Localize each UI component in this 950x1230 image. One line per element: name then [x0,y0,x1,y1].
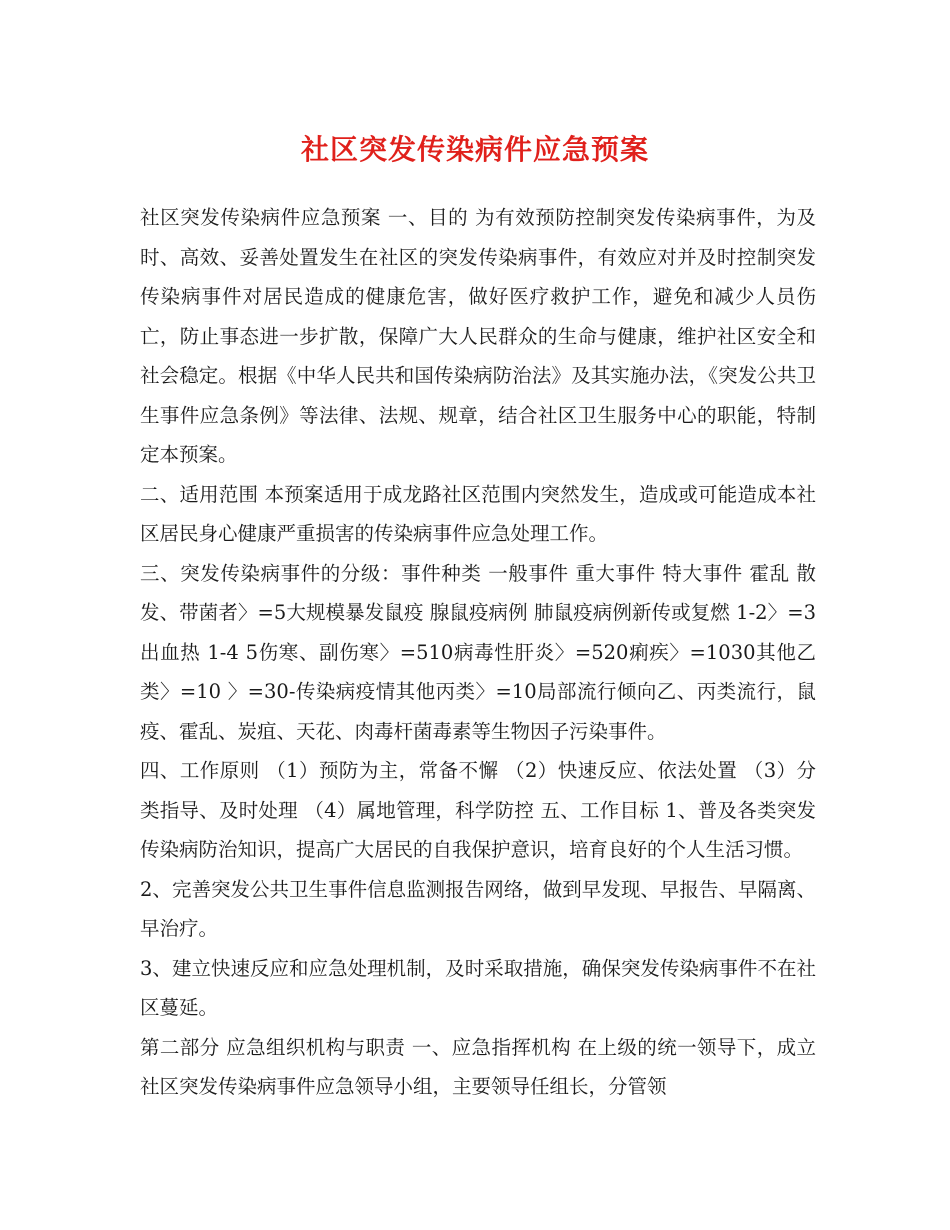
paragraph-goal-3: 3、建立快速反应和应急处理机制，及时采取措施，确保突发传染病事件不在社区蔓延。 [140,956,816,1019]
paragraph-organization: 第二部分 应急组织机构与职责 一、应急指挥机构 在上级的统一领导下，成立社区突发传染病事件应急领导小组，主要领导任组长，分管领 [140,1035,816,1098]
paragraph-goal-2: 2、完善突发公共卫生事件信息监测报告网络，做到早发现、早报告、早隔离、早治疗。 [140,877,816,940]
paragraph-grading: 三、突发传染病事件的分级：事件种类 一般事件 重大事件 特大事件 霍乱 散发、带菌者〉=5大规模暴发鼠疫 腺鼠疫病例 肺鼠疫病例新传或复燃 1-2〉=3出血热 1-4 5伤寒、副伤寒〉=510病毒性肝炎〉=520痢疾〉=1030其他乙类〉=10 〉=30-传染病疫情其他丙类〉=10局部流行倾向乙、丙类流行，鼠疫、霍乱、炭疽、天花、肉毒杆菌毒素等生物因子污染事件。 [140,561,816,743]
paragraph-scope: 二、适用范围 本预案适用于成龙路社区范围内突然发生，造成或可能造成本社区居民身心健康严重损害的传染病事件应急处理工作。 [140,482,816,545]
paragraph-principles: 四、工作原则 （1）预防为主，常备不懈 （2）快速反应、依法处置 （3）分类指导、及时处理 （4）属地管理，科学防控 五、工作目标 1、普及各类突发传染病防治知识，提高广大居民的自我保护意识，培育良好的个人生活习惯。 [140,759,816,861]
paragraph-purpose: 社区突发传染病件应急预案 一、目的 为有效预防控制突发传染病事件，为及时、高效、妥善处置发生在社区的突发传染病事件，有效应对并及时控制突发传染病事件对居民造成的健康危害，做好医疗救护工作，避免和减少人员伤亡，防止事态进一步扩散，保障广大人民群众的生命与健康，维护社区安全和社会稳定。根据《中华人民共和国传染病防治法》及其实施办法，《突发公共卫生事件应急条例》等法律、法规、规章，结合社区卫生服务中心的职能，特制定本预案。 [140,206,816,466]
document-title: 社区突发传染病件应急预案 [300,133,649,166]
document-body [140,198,816,1107]
